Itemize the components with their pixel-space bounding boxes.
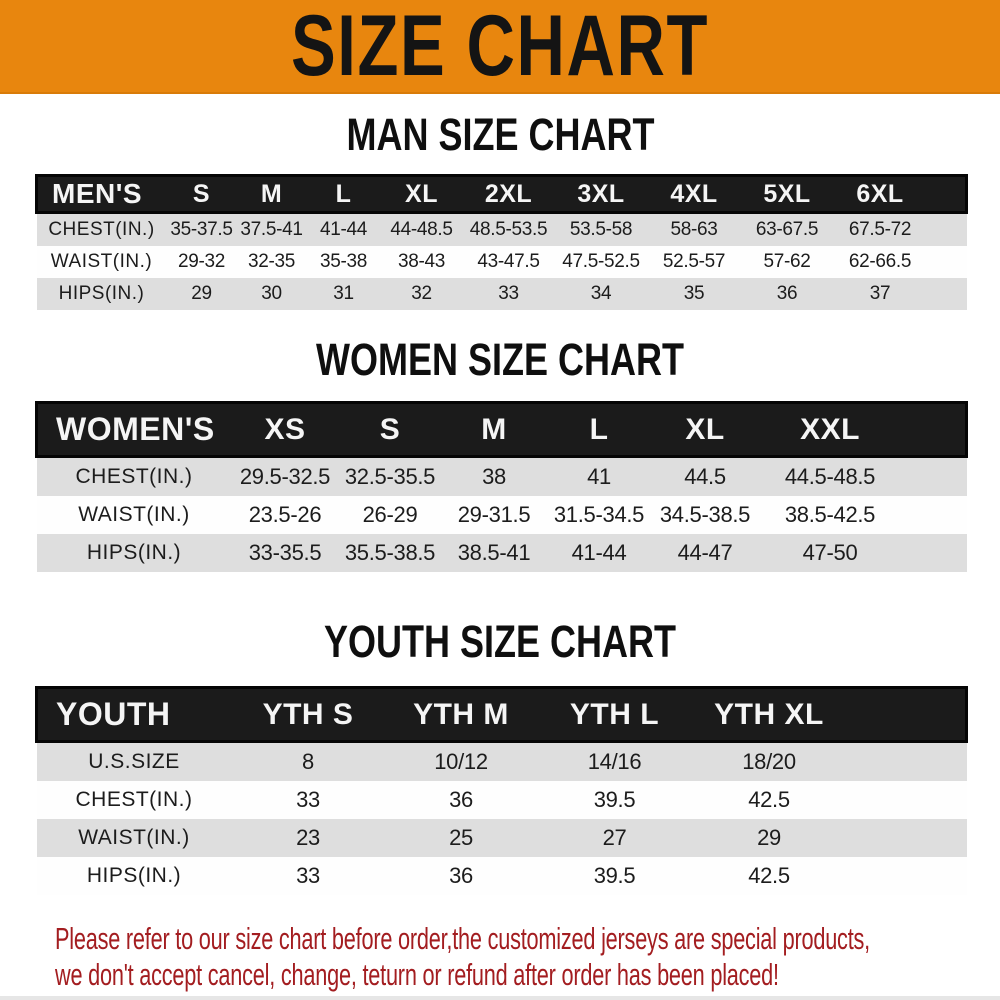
cell: 48.5-53.5 bbox=[463, 213, 555, 247]
cell-spacer bbox=[927, 278, 967, 310]
cell: 36 bbox=[385, 857, 538, 895]
youth-hips-row bbox=[37, 857, 967, 895]
cell: 44.5-48.5 bbox=[759, 457, 902, 497]
women-section-heading bbox=[0, 334, 1000, 385]
man-section-heading bbox=[0, 109, 1000, 160]
cell: 39.5 bbox=[538, 857, 692, 895]
cell: 38.5-42.5 bbox=[759, 496, 902, 534]
cell: 39.5 bbox=[538, 781, 692, 819]
women-col-xs: XS bbox=[232, 403, 339, 457]
youth-col-s: YTH S bbox=[232, 688, 385, 742]
women-col-xxl: XXL bbox=[759, 403, 902, 457]
cell-spacer bbox=[927, 213, 967, 247]
cell: 29-32 bbox=[167, 246, 237, 278]
men-col-l: L bbox=[307, 176, 381, 213]
cell: 37.5-41 bbox=[237, 213, 307, 247]
youth-chest-row bbox=[37, 781, 967, 819]
cell: 29 bbox=[692, 819, 847, 857]
cell: 23 bbox=[232, 819, 385, 857]
cell: 33 bbox=[463, 278, 555, 310]
men-col-m: M bbox=[237, 176, 307, 213]
men-col-6xl: 6XL bbox=[834, 176, 927, 213]
cell: 29-31.5 bbox=[442, 496, 547, 534]
cell: 38 bbox=[442, 457, 547, 497]
men-col-3xl: 3XL bbox=[555, 176, 648, 213]
cell: 47.5-52.5 bbox=[555, 246, 648, 278]
youth-hips-label: HIPS(IN.) bbox=[37, 857, 232, 895]
cell: 35-38 bbox=[307, 246, 381, 278]
women-hips-row bbox=[37, 534, 967, 572]
disclaimer-line-2: we don't accept cancel, change, teturn or refund after order has been placed! bbox=[55, 957, 779, 992]
banner bbox=[0, 0, 1000, 94]
cell: 36 bbox=[741, 278, 834, 310]
man-heading-text: MAN SIZE CHART bbox=[345, 109, 654, 160]
men-waist-label: WAIST(IN.) bbox=[37, 246, 167, 278]
cell: 35-37.5 bbox=[167, 213, 237, 247]
cell-spacer bbox=[927, 246, 967, 278]
cell: 38-43 bbox=[381, 246, 463, 278]
women-chest-label: CHEST(IN.) bbox=[37, 457, 232, 497]
youth-col-xl: YTH XL bbox=[692, 688, 847, 742]
cell: 37 bbox=[834, 278, 927, 310]
youth-heading-text: YOUTH SIZE CHART bbox=[323, 616, 676, 667]
cell: 27 bbox=[538, 819, 692, 857]
men-hips-label: HIPS(IN.) bbox=[37, 278, 167, 310]
cell: 42.5 bbox=[692, 781, 847, 819]
cell: 52.5-57 bbox=[648, 246, 741, 278]
men-waist-row bbox=[37, 246, 967, 278]
cell: 47-50 bbox=[759, 534, 902, 572]
women-col-spacer bbox=[902, 403, 967, 457]
banner-title: SIZE CHART bbox=[290, 0, 710, 94]
cell: 34 bbox=[555, 278, 648, 310]
women-waist-label: WAIST(IN.) bbox=[37, 496, 232, 534]
cell: 35 bbox=[648, 278, 741, 310]
women-heading-text: WOMEN SIZE CHART bbox=[315, 334, 684, 385]
cell: 42.5 bbox=[692, 857, 847, 895]
cell: 43-47.5 bbox=[463, 246, 555, 278]
youth-waist-label: WAIST(IN.) bbox=[37, 819, 232, 857]
youth-ussize-row bbox=[37, 742, 967, 782]
cell: 25 bbox=[385, 819, 538, 857]
cell-spacer bbox=[902, 534, 967, 572]
women-col-xl: XL bbox=[652, 403, 759, 457]
women-col-s: S bbox=[339, 403, 442, 457]
cell: 67.5-72 bbox=[834, 213, 927, 247]
cell: 30 bbox=[237, 278, 307, 310]
men-col-spacer bbox=[927, 176, 967, 213]
youth-section-heading bbox=[0, 616, 1000, 667]
cell-spacer bbox=[847, 742, 967, 782]
cell: 41 bbox=[547, 457, 652, 497]
youth-size-table bbox=[35, 686, 968, 895]
cell: 44-48.5 bbox=[381, 213, 463, 247]
youth-table-label: YOUTH bbox=[37, 688, 232, 742]
cell: 33 bbox=[232, 857, 385, 895]
men-table-label: MEN'S bbox=[37, 176, 167, 213]
men-col-s: S bbox=[167, 176, 237, 213]
men-size-table bbox=[35, 174, 968, 310]
youth-ussize-label: U.S.SIZE bbox=[37, 742, 232, 782]
cell-spacer bbox=[847, 857, 967, 895]
cell: 58-63 bbox=[648, 213, 741, 247]
cell-spacer bbox=[847, 781, 967, 819]
cell: 32 bbox=[381, 278, 463, 310]
cell: 32.5-35.5 bbox=[339, 457, 442, 497]
men-chest-row bbox=[37, 213, 967, 247]
cell: 41-44 bbox=[547, 534, 652, 572]
cell: 33 bbox=[232, 781, 385, 819]
youth-waist-row bbox=[37, 819, 967, 857]
cell: 31.5-34.5 bbox=[547, 496, 652, 534]
women-col-l: L bbox=[547, 403, 652, 457]
women-col-m: M bbox=[442, 403, 547, 457]
cell-spacer bbox=[902, 496, 967, 534]
disclaimer-line-1: Please refer to our size chart before order,the customized jerseys are special products, bbox=[55, 921, 870, 956]
youth-table-header-row bbox=[37, 688, 967, 742]
cell: 62-66.5 bbox=[834, 246, 927, 278]
cell: 23.5-26 bbox=[232, 496, 339, 534]
cell-spacer bbox=[902, 457, 967, 497]
cell: 35.5-38.5 bbox=[339, 534, 442, 572]
youth-col-spacer bbox=[847, 688, 967, 742]
cell: 29 bbox=[167, 278, 237, 310]
women-waist-row bbox=[37, 496, 967, 534]
men-table-header-row bbox=[37, 176, 967, 213]
cell: 57-62 bbox=[741, 246, 834, 278]
cell: 14/16 bbox=[538, 742, 692, 782]
men-chest-label: CHEST(IN.) bbox=[37, 213, 167, 247]
cell: 41-44 bbox=[307, 213, 381, 247]
cell: 44.5 bbox=[652, 457, 759, 497]
men-col-xl: XL bbox=[381, 176, 463, 213]
cell: 8 bbox=[232, 742, 385, 782]
cell: 31 bbox=[307, 278, 381, 310]
cell: 44-47 bbox=[652, 534, 759, 572]
bottom-edge-strip bbox=[0, 996, 1000, 1000]
men-hips-row bbox=[37, 278, 967, 310]
cell-spacer bbox=[847, 819, 967, 857]
cell: 32-35 bbox=[237, 246, 307, 278]
cell: 34.5-38.5 bbox=[652, 496, 759, 534]
women-size-table bbox=[35, 401, 968, 572]
cell: 36 bbox=[385, 781, 538, 819]
women-chest-row bbox=[37, 457, 967, 497]
women-table-label: WOMEN'S bbox=[37, 403, 232, 457]
men-col-2xl: 2XL bbox=[463, 176, 555, 213]
disclaimer-note bbox=[55, 921, 1000, 993]
cell: 18/20 bbox=[692, 742, 847, 782]
youth-col-l: YTH L bbox=[538, 688, 692, 742]
cell: 63-67.5 bbox=[741, 213, 834, 247]
women-table-header-row bbox=[37, 403, 967, 457]
women-hips-label: HIPS(IN.) bbox=[37, 534, 232, 572]
youth-chest-label: CHEST(IN.) bbox=[37, 781, 232, 819]
cell: 10/12 bbox=[385, 742, 538, 782]
cell: 29.5-32.5 bbox=[232, 457, 339, 497]
men-col-5xl: 5XL bbox=[741, 176, 834, 213]
men-col-4xl: 4XL bbox=[648, 176, 741, 213]
youth-col-m: YTH M bbox=[385, 688, 538, 742]
cell: 38.5-41 bbox=[442, 534, 547, 572]
cell: 33-35.5 bbox=[232, 534, 339, 572]
cell: 53.5-58 bbox=[555, 213, 648, 247]
cell: 26-29 bbox=[339, 496, 442, 534]
